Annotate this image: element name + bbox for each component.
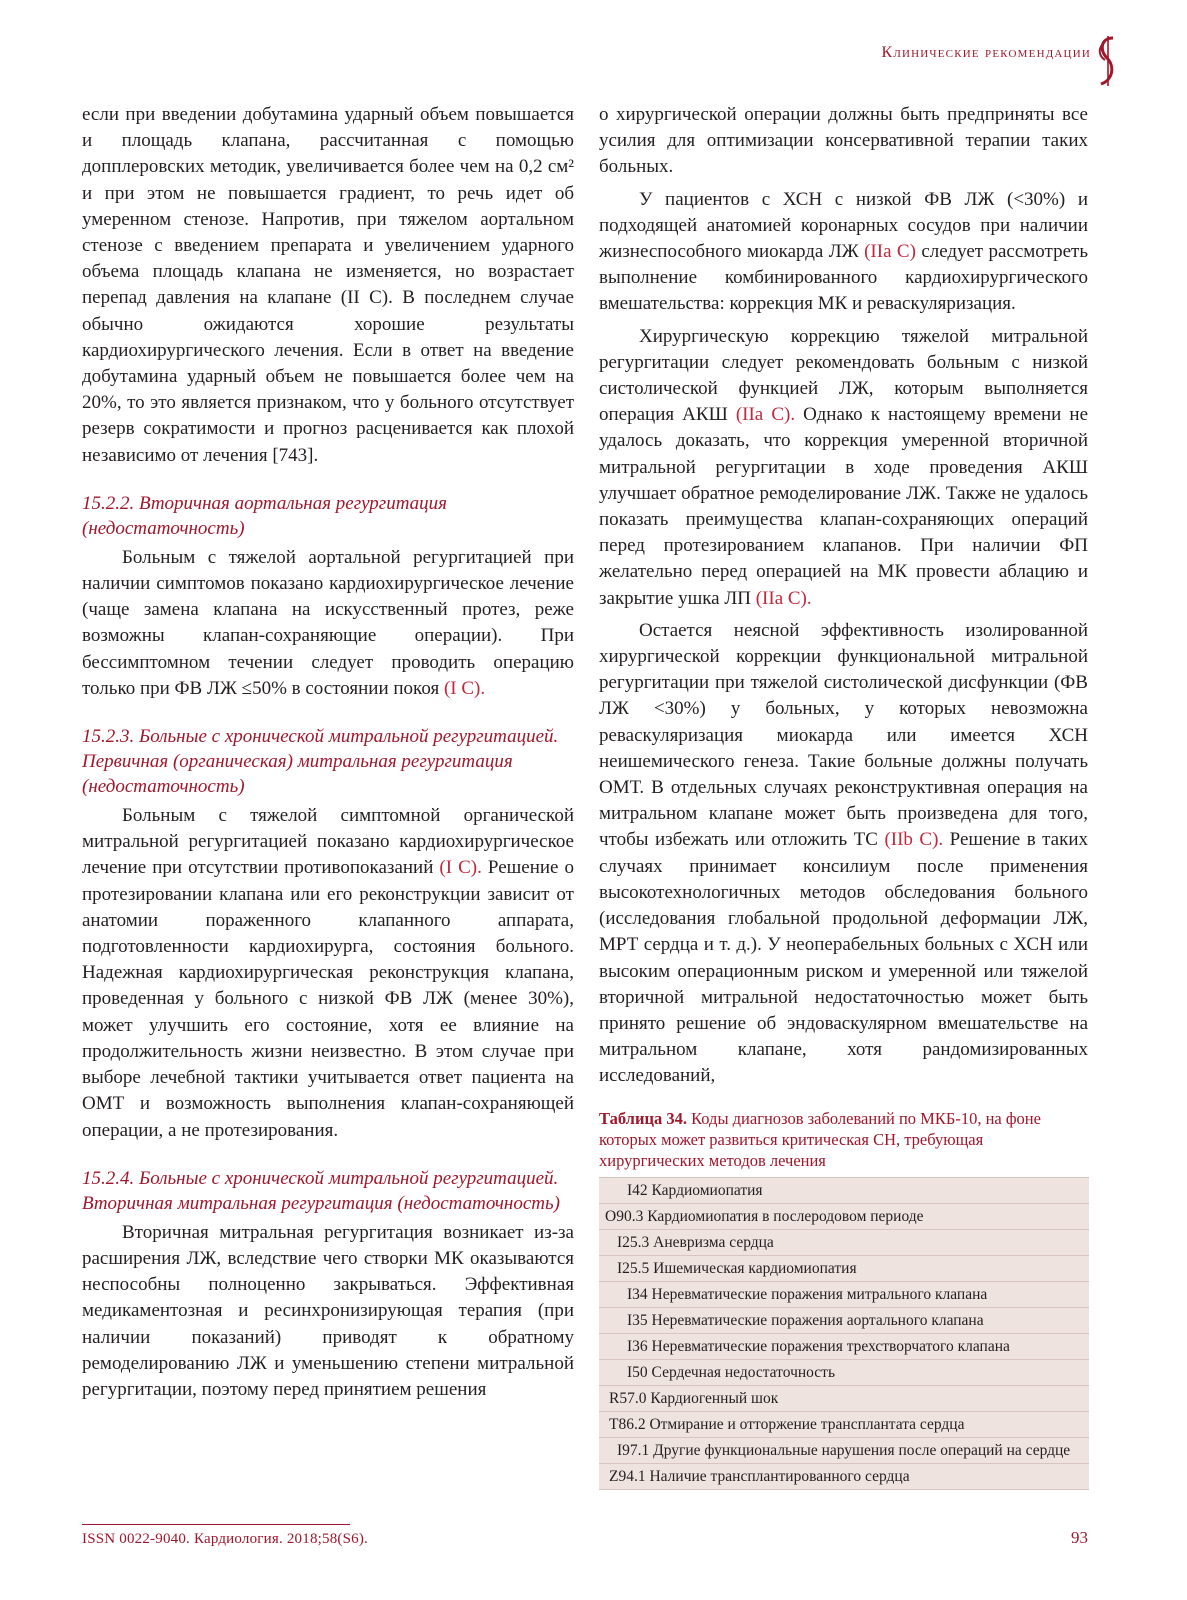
table-row: I42 Кардиомиопатия	[599, 1178, 1089, 1204]
table-row: I25.5 Ишемическая кардиомиопатия	[599, 1256, 1089, 1282]
table-row: O90.3 Кардиомиопатия в послеродовом периоде	[599, 1204, 1089, 1230]
table-row: I34 Неревматические поражения митрального клапана	[599, 1282, 1089, 1308]
evidence-level: (I C).	[439, 857, 482, 879]
evidence-level: (IIb C).	[884, 829, 944, 851]
journal-logo-icon	[1091, 34, 1125, 88]
section-heading: 15.2.2. Вторичная аортальная регургитация (недостаточность)	[82, 492, 447, 539]
table-row: I50 Сердечная недостаточность	[599, 1360, 1089, 1386]
table-caption: Таблица 34. Коды диагнозов заболеваний по МКБ-10, на фоне которых может развиться критическая СН, требующая хирургических методов лечения	[599, 1108, 1041, 1170]
table-row: I35 Неревматические поражения аортального клапана	[599, 1308, 1089, 1334]
paragraph: Вторичная митральная регургитация возникает из-за расширения ЛЖ, вследствие чего створки МК оказываются неспособны полноценно закрываться. Эффективная медикаментозная и ресинхронизирующая терапия (при наличии показаний) приводят к обратному ремоделированию ЛЖ и уменьшению степени митральной регургитации, поэтому перед принятием решения	[82, 1221, 574, 1400]
paragraph: о хирургической операции должны быть предприняты все усилия для оптимизации консервативной терапии таких больных.	[599, 104, 1088, 178]
evidence-level: (IIa C).	[735, 404, 796, 426]
table-row: R57.0 Кардиогенный шок	[599, 1386, 1089, 1412]
footer-divider	[82, 1524, 350, 1525]
running-header: Клинические рекомендации	[881, 44, 1091, 61]
section-heading: 15.2.4. Больные с хронической митральной регургитацией. Вторичная митральная регургитация (недостаточность)	[82, 1167, 560, 1214]
table-row: I36 Неревматические поражения трехстворчатого клапана	[599, 1334, 1089, 1360]
evidence-level: (IIa C).	[755, 587, 812, 609]
evidence-level: (IIa C)	[864, 241, 916, 263]
journal-citation: ISSN 0022-9040. Кардиология. 2018;58(S6).	[82, 1531, 369, 1547]
diagnosis-codes-table	[599, 1177, 1089, 1490]
table-row: T86.2 Отмирание и отторжение трансплантата сердца	[599, 1412, 1089, 1438]
paragraph: Хирургическую коррекцию тяжелой митральной регургитации следует рекомендовать больным с низкой систолической функцией ЛЖ, которым выполняется операция АКШ (IIa C). Однако к настоящему времени не удалось доказать, что коррекция умеренной вторичной митральной регургитации в ходе проведения АКШ улучшает обратное ремоделирование ЛЖ. Также не удалось показать преимущества клапан-сохраняющих операций перед протезированием клапанов. При наличии ФП желательно перед операцией на МК провести аблацию и закрытие ушка ЛП (IIa C).	[599, 325, 1089, 609]
paragraph: Больным с тяжелой аортальной регургитацией при наличии симптомов показано кардиохирургическое лечение (чаще замена клапана на искусственный протез, реже возможны клапан-сохраняющие операции). При бессимптомном течении следует проводить операцию только при ФВ ЛЖ ≤50% в состоянии покоя (I C).	[82, 546, 574, 699]
evidence-level: (I C).	[443, 677, 486, 699]
paragraph: У пациентов с ХСН с низкой ФВ ЛЖ (<30%) и подходящей анатомией коронарных сосудов при наличии жизнеспособного миокарда ЛЖ (IIa C) следует рассмотреть выполнение комбинированного кардиохирургического вмешательства: коррекция МК и реваскуляризация.	[599, 188, 1088, 315]
paragraph: Больным с тяжелой симптомной органической митральной регургитацией показано кардиохирургическое лечение при отсутствии противопоказаний (I C). Решение о протезировании клапана или его реконструкции зависит от анатомии пораженного клапанного аппарата, подготовленности кардиохирурга, состояния больного. Надежная кардиохирургическая реконструкция клапана, проведенная у больного с низкой ФВ ЛЖ (менее 30%), может улучшить его состояние, хотя ее влияние на продолжительность жизни неизвестно. В этом случае при выборе лечебной тактики учитывается ответ пациента на ОМТ и возможность выполнения клапан-сохраняющей операции, а не протезирования.	[82, 805, 574, 1141]
paragraph: если при введении добутамина ударный объем повышается и площадь клапана, рассчитанная с помощью допплеровских методик, увеличивается более чем на 0,2 см² и при этом не повышается градиент, то речь идет об умеренном стенозе. Напротив, при тяжелом аортальном стенозе с введением препарата и увеличением ударного объема площадь клапана не изменяется, но возрастает перепад давления на клапане (II C). В последнем случае обычно ожидаются хорошие результаты кардиохирургического лечения. Если в ответ на введение добутамина ударный объем не повышается более чем на 20%, то это является признаком, что у больного отсутствует резерв сократимости и прогноз расценивается как плохой независимо от лечения [743].	[82, 104, 574, 466]
paragraph: Остается неясной эффективность изолированной хирургической коррекции функциональной митральной регургитации при тяжелой систолической дисфункции (ФВ ЛЖ <30%) у больных, у которых невозможна реваскуляризация миокарда или имеется ХСН неишемического генеза. Такие больные должны получать ОМТ. В отдельных случаях реконструктивная операция на митральном клапане может быть произведена для того, чтобы избежать или отложить ТС (IIb C). Решение в таких случаях принимает консилиум после применения высокотехнологичных методов обследования больного (исследования глобальной продольной деформации ЛЖ, МРТ сердца и т. д.). У неоперабельных больных с ХСН или высоким операционным риском и умеренной или тяжелой вторичной митральной недостаточностью может быть принято решение об эндоваскулярном вмешательстве на митральном клапане, хотя рандомизированных исследований,	[599, 619, 1089, 1087]
table-row: I97.1 Другие функциональные нарушения после операций на сердце	[599, 1438, 1089, 1464]
right-column	[599, 102, 1088, 1490]
page-number: 93	[1071, 1528, 1088, 1547]
table-row: Z94.1 Наличие трансплантированного сердца	[599, 1464, 1089, 1490]
left-column	[82, 102, 574, 1409]
section-heading: 15.2.3. Больные с хронической митральной регургитацией. Первичная (органическая) митральная регургитация (недостаточность)	[82, 726, 559, 798]
table-row: I25.3 Аневризма сердца	[599, 1230, 1089, 1256]
